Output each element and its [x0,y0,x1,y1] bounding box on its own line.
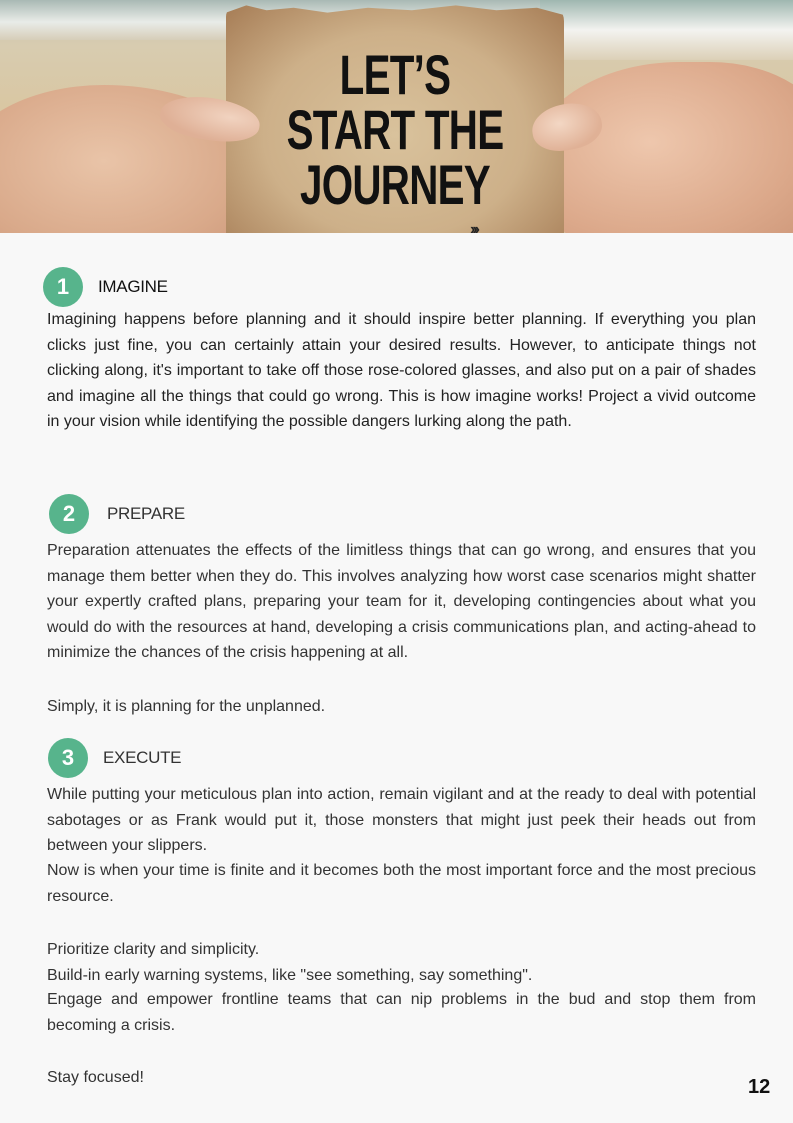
page-number: 12 [748,1076,771,1098]
hero-title-line-3: JOURNEY [300,152,490,216]
section-prepare-summary: Simply, it is planning for the unplanned. [47,698,326,715]
tip-stay-focused: Stay focused! [47,1069,144,1086]
section-title: PREPARE [107,504,185,523]
hero-title-line-1: LET’S [339,43,451,106]
section-execute-paragraph: While putting your meticulous plan into action, remain vigilant and at the ready to deal with potential sabotages or as Frank would put it, those monsters that might just peek their heads out from between your slippers. [47,786,756,854]
section-execute-time-paragraph: Now is when your time is finite and it becomes both the most important force and the most precious resource. [47,862,756,905]
section-title: EXECUTE [103,748,182,767]
hero-title [273,43,516,216]
section-prepare-header [49,494,185,534]
tip-empower-teams: Engage and empower frontline teams that can nip problems in the bud and stop them from becoming a crisis. [47,991,756,1034]
tip-warning-systems: Build-in early warning systems, like "see something, say something". [47,967,533,984]
section-execute-header [48,738,181,778]
hero-image [0,0,793,233]
section-imagine-paragraph: Imagining happens before planning and it should inspire better planning. If everything you plan clicks just fine, you can certainly attain your desired results. However, to anticipate things not clicking along, it's important to take off those rose-colored glasses, and also put on a pair of shades and imagine all the things that could go wrong. This is how imagine works! Project a vivid outcome in your vision while identifying the possible dangers lurking along the path. [47,311,756,430]
chevrons-icon: ››› [470,221,477,233]
section-imagine-header [43,267,168,307]
number-badge: 3 [48,738,88,778]
wave-background [540,0,793,60]
section-prepare-paragraph: Preparation attenuates the effects of the limitless things that can go wrong, and ensures that you manage them better when they do. This involves analyzing how worst case scenarios might shatter your expertly crafted plans, preparing your team for it, developing contingencies about what you would do with the resources at hand, developing a crisis communications plan, and acting-ahead to minimize the chances of the crisis happening at all. [47,542,756,661]
section-title: IMAGINE [98,277,168,296]
tip-clarity: Prioritize clarity and simplicity. [47,941,260,958]
hero-title-line-2: START THE [286,97,504,161]
number-badge: 2 [49,494,89,534]
number-badge: 1 [43,267,83,307]
